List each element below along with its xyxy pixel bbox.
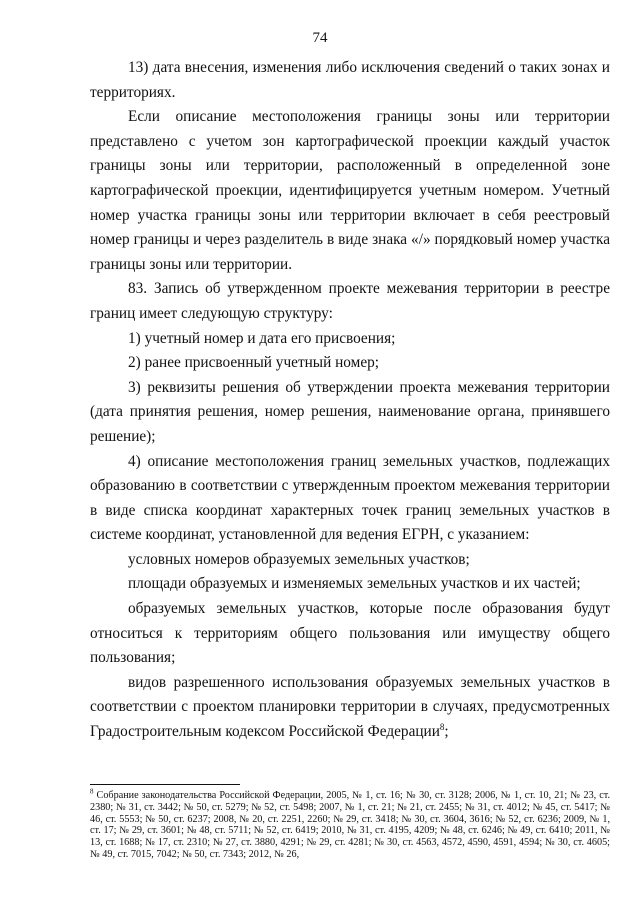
sub-item-areas: площади образуемых и изменяемых земельных участков и их частей; [128, 575, 581, 593]
footnote [90, 787, 610, 861]
sub-item-permitted-use [90, 671, 610, 745]
list-item-3: 3) реквизиты решения об утверждении проекта межевания территории (дата принятия решения, номер решения, наименование органа, принявшего решение); [90, 378, 610, 445]
paragraph-item-13: 13) дата внесения, изменения либо исключения сведений о таких зонах и территориях. [90, 59, 610, 101]
sub-item-permitted-use-text: видов разрешенного использования образуемых земельных участков в соответствии с проектом планировки территории в случаях, предусмотренных Градостроительным кодексом Российской Федерации [90, 673, 610, 741]
page-number: 74 [312, 30, 328, 46]
paragraph-83: 83. Запись об утвержденном проекте межевания территории в реестре границ имеет следующую структуру: [90, 280, 610, 322]
list-item-4: 4) описание местоположения границ земельных участков, подлежащих образованию в соответствии с утвержденным проектом межевания территории в виде списка координат характерных точек границ земельных участков в системе координат, установленной для ведения ЕГРН, с указанием: [90, 452, 610, 544]
sub-item-permitted-use-end: ; [444, 723, 449, 741]
footnote-reference: 8 [439, 721, 445, 732]
footnote-mark: 8 [90, 787, 94, 796]
footnote-text: Собрание законодательства Российской Федерации, 2005, № 1, ст. 16; № 30, ст. 3128; 2006, № 1, ст. 10, 21; № 23, ст. 2380; № 31, ст. 3442; № 50, ст. 5279; № 52, ст. 5498; 2007, № 1, ст. 21; № 21, ст. 2455; № 31, ст. 4012; № 45, ст. 5417; № 46, ст. 5553; № 50, ст. 6237; 2008, № 20, ст. 2251, 2260; № 29, ст. 3418; № 30, ст. 3604, 3616; № 52, ст. 6236; 2009, № 1, ст. 17; № 29, ст. 3601; № 48, ст. 5711; № 52, ст. 6419; 2010, № 31, ст. 4195, 4209; № 48, ст. 6246; № 49, ст. 6410; 2011, № 13, ст. 1688; № 17, ст. 2310; № 27, ст. 3880, 4291; № 29, ст. 4281; № 30, ст. 4563, 4572, 4590, 4591, 4594; № 30, ст. 4605; № 49, ст. 7015, 7042; № 50, ст. 7343; 2012, № 26, [90, 790, 610, 860]
paragraph-description: Если описание местоположения границы зоны или территории представлено с учетом зон картографической проекции каждый участок границы зоны или территории, расположенный в определенной зоне картографической проекции, идентифицируется учетным номером. Учетный номер участка границы зоны или территории включает в себя реестровый номер границы и через разделитель в виде знака «/» порядковый номер участка границы зоны или территории. [90, 108, 610, 273]
sub-item-common-use: образуемых земельных участков, которые после образования будут относиться к территориям общего пользования или имуществу общего пользования; [90, 600, 610, 667]
document-body [90, 56, 610, 745]
list-item-2: 2) ранее присвоенный учетный номер; [128, 354, 380, 372]
footnote-separator [90, 784, 240, 785]
sub-item-conditional-numbers: условных номеров образуемых земельных участков; [128, 550, 470, 568]
list-item-1: 1) учетный номер и дата его присвоения; [128, 329, 396, 347]
